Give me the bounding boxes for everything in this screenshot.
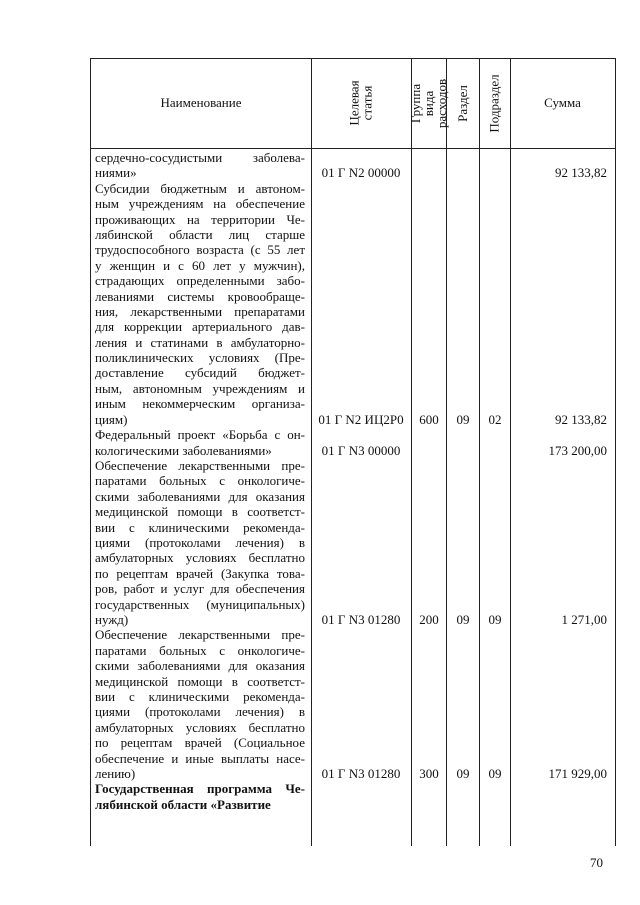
header-name: Наименование — [160, 95, 242, 110]
row-name-line: проживающих на территории Че- — [95, 211, 305, 227]
row-name-line: Государственная программа Че- — [95, 781, 305, 797]
row-sum: 92 133,82 — [555, 411, 607, 427]
budget-table — [90, 58, 616, 846]
header-group-label: Группа вида расходов — [408, 78, 450, 128]
row-name-line: ниями» — [95, 165, 137, 181]
row-name-line: сердечно-сосудистыми заболева- — [95, 150, 305, 165]
row-name — [95, 627, 305, 781]
row-name-line: нужд) — [95, 611, 129, 627]
row-sum: 1 271,00 — [561, 612, 607, 627]
row-target-code: 01 Г N3 00000 — [321, 442, 401, 458]
row-name-line: страдающих определенными забо- — [95, 273, 305, 289]
row-section: 09 — [456, 612, 470, 627]
row-name-line: медицинской помощи в соответст- — [95, 504, 305, 520]
row-name-line: циями (протоколами лечения) в — [95, 704, 305, 720]
row-target-code: 01 Г N3 01280 — [321, 766, 401, 781]
row-name-line: вии с клиническими рекоменда- — [95, 519, 305, 535]
row-sum: 173 200,00 — [548, 442, 607, 458]
row-name-line: кологическими заболеваниями» — [95, 442, 272, 458]
row-target-code: 01 Г N3 01280 — [321, 612, 401, 627]
row-subsection: 09 — [488, 612, 502, 627]
row-name-line: леваниями системы кровообраще- — [95, 288, 305, 304]
row-name-line: лению) — [95, 765, 136, 781]
column-divider — [479, 58, 480, 846]
row-name-line: амбулаторных условиях бесплатно — [95, 550, 305, 566]
header-section-label: Раздел — [455, 84, 470, 122]
row-name-line: амбулаторных условиях бесплатно — [95, 719, 305, 735]
row-section: 09 — [456, 411, 470, 427]
row-name-line: лябинской области лиц старше — [95, 226, 305, 242]
row-group: 200 — [419, 612, 439, 627]
row-name-line: паратами больных с онкологиче- — [95, 473, 305, 489]
column-divider — [311, 58, 312, 846]
header-sum: Сумма — [544, 95, 581, 110]
header-bottom-border — [91, 148, 615, 149]
row-name-line: для коррекции артериального дав- — [95, 319, 305, 335]
row-name-line: Субсидии бюджетным и автоном- — [95, 180, 305, 196]
row-name-line: у женщин и с 60 лет у мужчин), — [95, 257, 305, 273]
row-name-line: доставление субсидий бюджет- — [95, 365, 305, 381]
row-name-line: трудоспособного возраста (с 55 лет — [95, 242, 305, 258]
row-name-line: ления и статинами в амбулаторно- — [95, 334, 305, 350]
row-target-code: 01 Г N2 ИЦ2Р0 — [318, 411, 404, 427]
row-name-line: ров, работ и услуг для обеспечения — [95, 581, 305, 597]
row-name-line: Федеральный проект «Борьба с он- — [95, 427, 305, 443]
row-subsection: 02 — [488, 411, 502, 427]
row-name — [95, 150, 305, 181]
header-subsection-label: Подраздел — [487, 73, 503, 133]
row-name-line: государственных (муниципальных) — [95, 596, 305, 612]
row-name-line: иным некоммерческим организа- — [95, 396, 305, 412]
row-name-line: поликлинических условиях (Пре- — [95, 350, 305, 366]
header-target — [311, 58, 411, 148]
row-name-line: по рецептам врачей (Социальное — [95, 735, 305, 751]
row-name — [95, 781, 305, 812]
row-name-line: обеспечение и иные выплаты насе- — [95, 750, 305, 766]
row-name-line: ния, лекарственными препаратами — [95, 303, 305, 319]
row-name-line: скими заболеваниями для оказания — [95, 658, 305, 674]
row-sum: 92 133,82 — [555, 165, 607, 181]
row-sum: 171 929,00 — [548, 766, 607, 781]
row-name-line: вии с клиническими рекоменда- — [95, 688, 305, 704]
row-name-line: ным учреждениям на обеспечение — [95, 196, 305, 212]
row-subsection: 09 — [488, 766, 502, 781]
header-target-label: Целевая статья — [346, 80, 375, 126]
row-name — [95, 181, 305, 427]
row-name — [95, 458, 305, 627]
row-name-line: по рецептам врачей (Закупка това- — [95, 565, 305, 581]
row-name-line: циями (протоколами лечения) в — [95, 534, 305, 550]
column-divider — [411, 58, 412, 846]
row-name-line: Обеспечение лекарственными пре- — [95, 458, 305, 473]
row-name-line: лябинской области «Развитие — [95, 796, 271, 812]
row-name-line: медицинской помощи в соответст- — [95, 673, 305, 689]
header-subsection — [479, 58, 510, 148]
header-group — [408, 58, 450, 148]
row-name-line: ным, автономным учреждениям и — [95, 380, 305, 396]
row-name-line: Обеспечение лекарственными пре- — [95, 627, 305, 643]
row-section: 09 — [456, 766, 470, 781]
row-name — [95, 427, 305, 458]
row-name-line: циям) — [95, 411, 128, 427]
page-number: 70 — [590, 855, 603, 870]
row-name-line: паратами больных с онкологиче- — [95, 642, 305, 658]
row-group: 300 — [419, 766, 439, 781]
row-target-code: 01 Г N2 00000 — [321, 165, 401, 181]
row-name-line: скими заболеваниями для оказания — [95, 488, 305, 504]
header-section — [446, 58, 479, 148]
row-group: 600 — [419, 411, 439, 427]
column-divider — [446, 58, 447, 846]
